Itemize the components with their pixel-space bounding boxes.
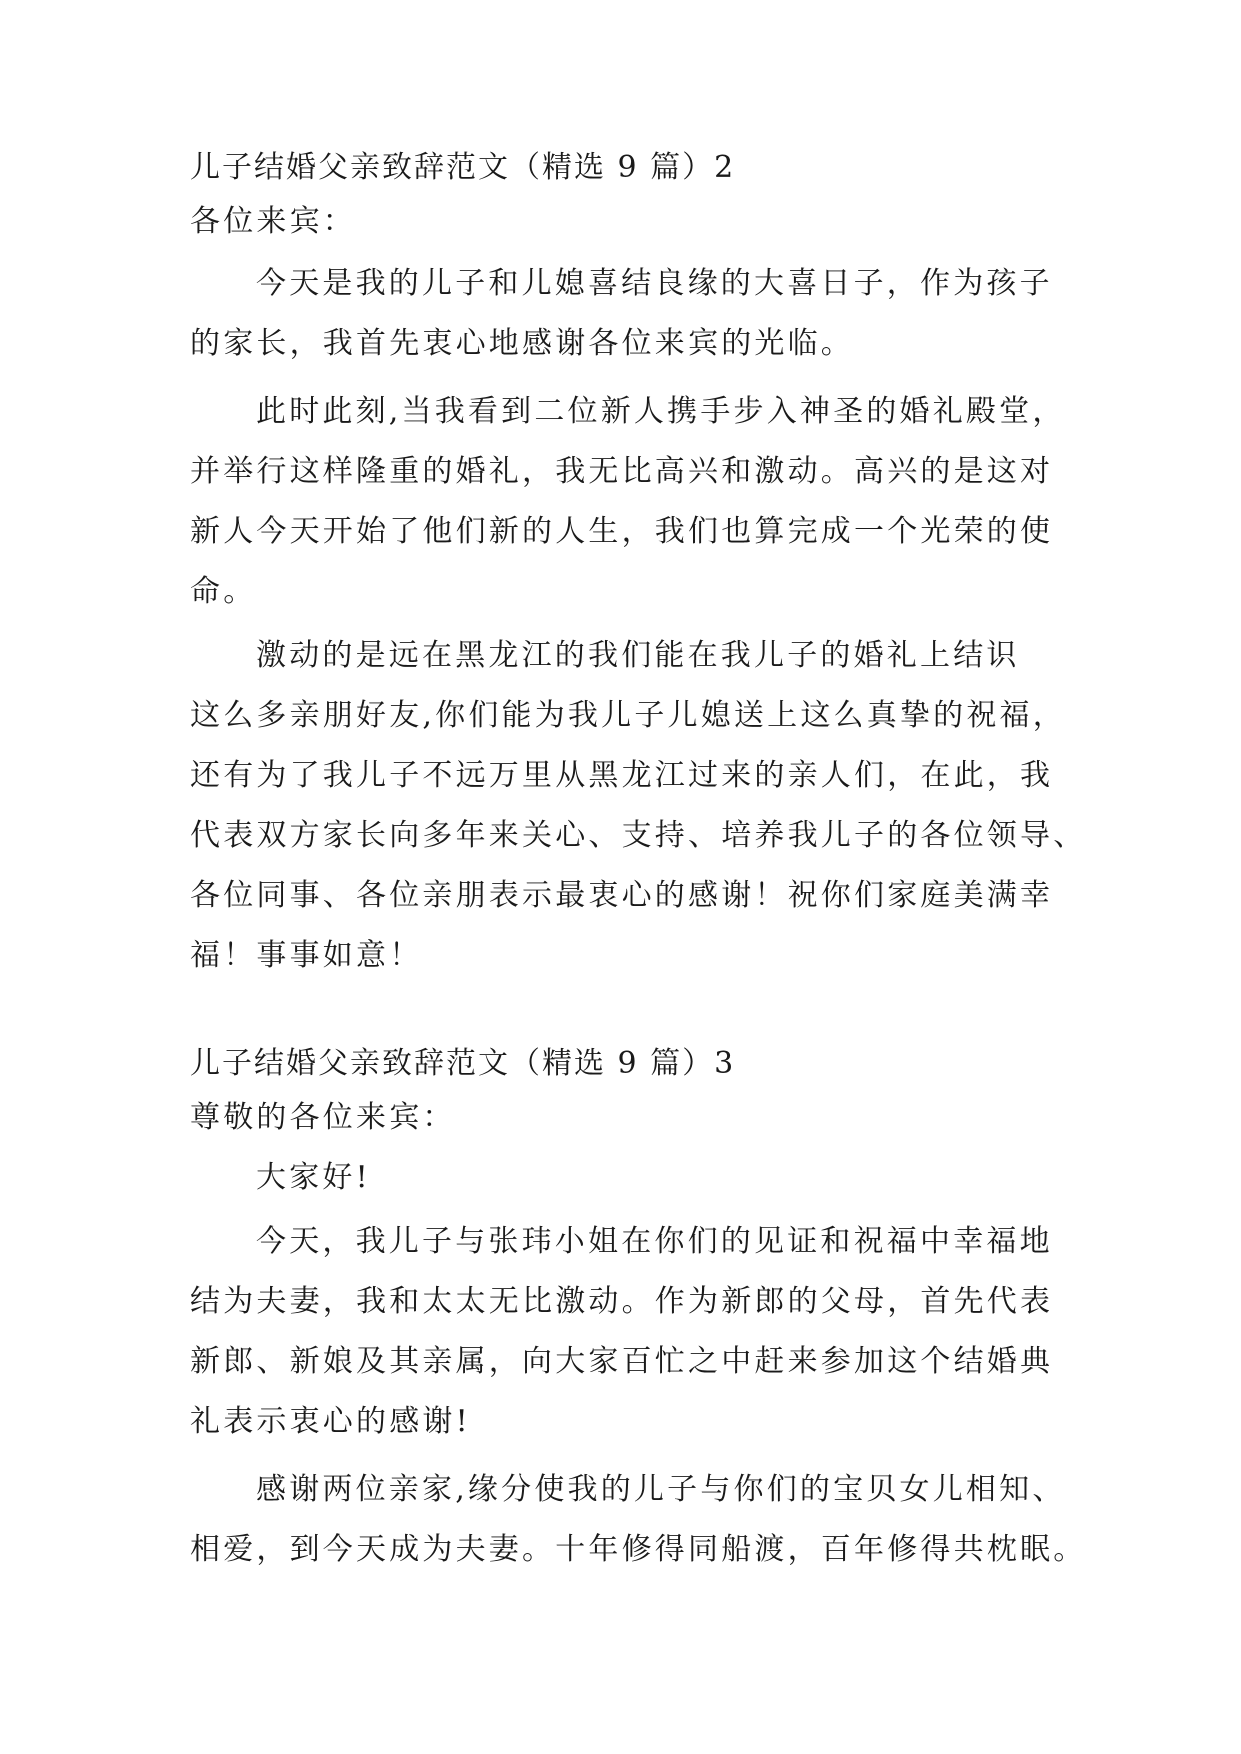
paragraph-line: 并举行这样隆重的婚礼，我无比高兴和激动。高兴的是这对 [190, 454, 1054, 489]
paragraph-line: 新郎、新娘及其亲属，向大家百忙之中赶来参加这个结婚典 [190, 1344, 1054, 1379]
paragraph-line: 感谢两位亲家,缘分使我的儿子与你们的宝贝女儿相知、 [256, 1472, 1066, 1507]
salutation: 尊敬的各位来宾： [190, 1100, 456, 1135]
paragraph-line: 相爱，到今天成为夫妻。十年修得同船渡，百年修得共枕眠。 [190, 1532, 1087, 1567]
paragraph-line: 大家好! [256, 1160, 371, 1195]
salutation: 各位来宾： [190, 204, 356, 239]
paragraph-line: 各位同事、各位亲朋表示最衷心的感谢！祝你们家庭美满幸 [190, 878, 1054, 913]
paragraph-line: 结为夫妻，我和太太无比激动。作为新郎的父母，首先代表 [190, 1284, 1054, 1319]
paragraph-line: 这么多亲朋好友,你们能为我儿子儿媳送上这么真挚的祝福， [190, 698, 1066, 733]
paragraph-line: 礼表示衷心的感谢! [190, 1404, 471, 1439]
paragraph-line: 还有为了我儿子不远万里从黑龙江过来的亲人们，在此，我 [190, 758, 1054, 793]
paragraph-line: 福！事事如意！ [190, 938, 423, 973]
paragraph-line: 代表双方家长向多年来关心、支持、培养我儿子的各位领导、 [190, 818, 1087, 853]
paragraph-line: 激动的是远在黑龙江的我们能在我儿子的婚礼上结识 [256, 638, 1020, 673]
paragraph-line: 新人今天开始了他们新的人生，我们也算完成一个光荣的使 [190, 514, 1054, 549]
section-title: 儿子结婚父亲致辞范文（精选 9 篇）2 [190, 150, 736, 185]
paragraph-line: 今天，我儿子与张玮小姐在你们的见证和祝福中幸福地 [256, 1224, 1053, 1259]
paragraph-line: 此时此刻,当我看到二位新人携手步入神圣的婚礼殿堂， [256, 394, 1066, 429]
paragraph-line: 命。 [190, 574, 257, 609]
paragraph-line: 的家长，我首先衷心地感谢各位来宾的光临。 [190, 326, 854, 361]
section-title: 儿子结婚父亲致辞范文（精选 9 篇）3 [190, 1046, 736, 1081]
paragraph-line: 今天是我的儿子和儿媳喜结良缘的大喜日子，作为孩子 [256, 266, 1053, 301]
